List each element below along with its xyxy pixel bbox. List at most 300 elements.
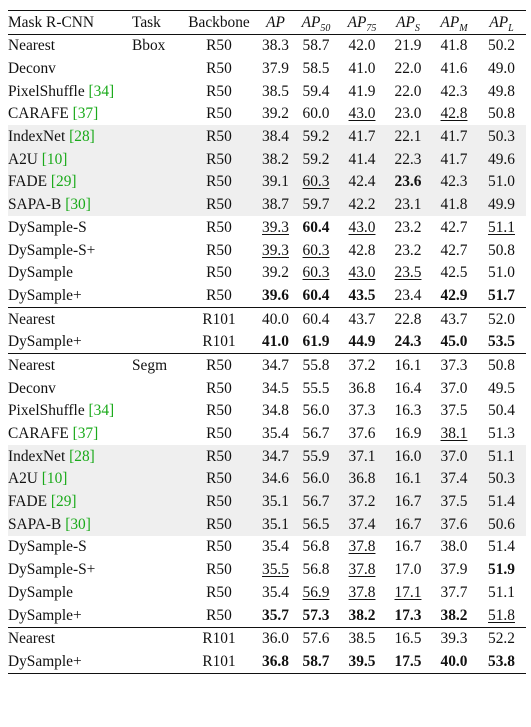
value-cell [339, 148, 385, 171]
metric-value: 37.7 [440, 583, 468, 601]
metric-value: 37.4 [348, 515, 376, 533]
value-cell [477, 125, 526, 148]
metric-value: 41.6 [440, 60, 468, 78]
backbone-cell: R50 [180, 513, 258, 536]
method-name: DySample-S+ [8, 561, 96, 579]
table-row [8, 536, 526, 559]
metric-value: 37.6 [440, 515, 468, 533]
citation-link[interactable]: [10] [41, 150, 68, 168]
value-cell [258, 559, 293, 582]
method-cell [8, 422, 132, 445]
value-cell [431, 148, 477, 171]
value-cell [339, 34, 385, 57]
citation-link[interactable]: [28] [69, 128, 95, 146]
metric-value: 45.0 [440, 333, 468, 351]
metric-value: 50.6 [488, 515, 515, 533]
value-cell [431, 400, 477, 423]
value-cell [431, 80, 477, 103]
method-name: IndexNet [8, 447, 70, 465]
metric-value: 55.5 [302, 379, 330, 397]
value-cell [431, 581, 477, 604]
task-cell [132, 650, 180, 673]
value-cell [431, 513, 477, 536]
method-cell [8, 490, 132, 513]
method-name: Deconv [8, 60, 56, 78]
value-cell [258, 513, 293, 536]
metric-value: 17.5 [394, 652, 422, 670]
method-cell [8, 284, 132, 307]
value-cell [431, 171, 477, 194]
metric-value: 37.6 [348, 425, 376, 443]
method-cell [8, 536, 132, 559]
metric-value: 41.7 [440, 128, 468, 146]
table-row [8, 194, 526, 217]
value-cell [431, 34, 477, 57]
citation-link[interactable]: [10] [41, 470, 68, 488]
metric-value: 42.7 [440, 241, 468, 259]
value-cell [477, 513, 526, 536]
metric-value: 56.8 [302, 538, 330, 556]
metric-value: 51.4 [488, 493, 515, 511]
table-row [8, 171, 526, 194]
metric-value: 56.7 [302, 425, 330, 443]
header-aps [385, 11, 431, 35]
value-cell [431, 627, 477, 650]
value-cell [293, 57, 339, 80]
value-cell [339, 331, 385, 354]
value-cell [339, 422, 385, 445]
value-cell [339, 559, 385, 582]
value-cell [477, 536, 526, 559]
value-cell [293, 377, 339, 400]
value-cell [258, 239, 293, 262]
value-cell [339, 194, 385, 217]
backbone-cell: R50 [206, 241, 232, 259]
value-cell [431, 262, 477, 285]
metric-value: 44.9 [348, 333, 376, 351]
table-row [8, 307, 526, 330]
metric-value: 39.2 [262, 264, 289, 282]
metric-value: 37.5 [440, 493, 468, 511]
metric-value: 23.1 [394, 196, 422, 214]
value-cell [477, 400, 526, 423]
value-cell [431, 490, 477, 513]
value-cell [477, 627, 526, 650]
metric-value: 38.1 [440, 425, 468, 443]
backbone-cell: R101 [180, 307, 258, 330]
metric-value: 51.0 [488, 173, 515, 191]
backbone-cell: R50 [180, 171, 258, 194]
header-apl [477, 11, 526, 35]
citation-link[interactable]: [30] [65, 515, 91, 533]
value-cell [431, 103, 477, 126]
metric-value: 42.2 [348, 196, 376, 214]
metric-value: 56.8 [302, 561, 330, 579]
method-cell [8, 34, 132, 57]
value-cell [385, 604, 431, 627]
citation-link[interactable]: [37] [72, 105, 99, 123]
metric-value: 37.4 [440, 470, 468, 488]
value-cell [258, 171, 293, 194]
metric-value: 53.5 [488, 333, 515, 351]
task-cell [132, 57, 180, 80]
metric-value: 51.1 [488, 447, 515, 465]
citation-link[interactable]: [29] [50, 173, 77, 191]
value-cell [293, 650, 339, 673]
value-cell [431, 536, 477, 559]
metric-value: 57.6 [302, 630, 330, 648]
metric-value: 37.1 [348, 447, 376, 465]
metric-value: 38.2 [440, 606, 468, 624]
value-cell [339, 57, 385, 80]
metric-value: 51.8 [488, 606, 515, 624]
backbone-cell: R50 [206, 105, 232, 123]
metric-value: 17.1 [394, 583, 422, 601]
task-cell [132, 80, 180, 103]
metric-value: 43.5 [348, 286, 376, 304]
value-cell [385, 400, 431, 423]
value-cell [431, 307, 477, 330]
value-cell [477, 490, 526, 513]
value-cell [293, 307, 339, 330]
metric-value: 51.1 [488, 218, 515, 236]
table-row [8, 34, 526, 57]
value-cell [477, 331, 526, 354]
metric-value: 23.6 [394, 173, 422, 191]
metric-value: 35.1 [262, 493, 289, 511]
metric-value: 55.8 [302, 356, 330, 374]
value-cell [258, 627, 293, 650]
citation-link[interactable]: [28] [69, 447, 95, 465]
citation-link[interactable]: [37] [72, 425, 99, 443]
method-name: DySample+ [8, 606, 82, 624]
metric-value: 34.5 [262, 379, 289, 397]
metric-value: 52.0 [488, 310, 515, 328]
value-cell [385, 34, 431, 57]
value-cell [385, 125, 431, 148]
metric-value: 42.7 [440, 218, 468, 236]
metric-value: 58.7 [302, 37, 330, 55]
task-cell: Segm [132, 354, 180, 377]
metric-value: 53.8 [488, 652, 515, 670]
metric-value: 51.3 [488, 425, 515, 443]
value-cell [385, 331, 431, 354]
metric-value: 40.0 [262, 310, 289, 328]
metric-value: 16.4 [394, 379, 422, 397]
metric-value: 35.1 [262, 515, 289, 533]
value-cell [293, 148, 339, 171]
metric-value: 36.8 [348, 379, 376, 397]
task-cell [132, 604, 180, 627]
value-cell [293, 103, 339, 126]
metric-value: 49.0 [488, 60, 515, 78]
backbone-cell: R101 [180, 650, 258, 673]
value-cell [258, 57, 293, 80]
value-cell [258, 284, 293, 307]
metric-value: 36.8 [348, 470, 376, 488]
value-cell [339, 284, 385, 307]
value-cell [293, 262, 339, 285]
task-cell [132, 536, 180, 559]
metric-value: 38.5 [348, 630, 376, 648]
metric-subscript: 50 [320, 22, 331, 34]
method-name: PixelShuffle [8, 402, 89, 420]
metric-value: 23.0 [394, 105, 422, 123]
metric-value: 41.8 [440, 196, 468, 214]
value-cell [339, 400, 385, 423]
table-row [8, 559, 526, 582]
value-cell [431, 650, 477, 673]
metric-value: 16.7 [394, 493, 422, 511]
metric-value: 39.3 [262, 218, 289, 236]
value-cell [293, 284, 339, 307]
metric-value: 42.8 [440, 105, 468, 123]
value-cell [431, 284, 477, 307]
metric-value: 35.5 [262, 561, 289, 579]
method-cell [8, 171, 132, 194]
metric-value: 34.7 [262, 356, 289, 374]
metric-name: AP [347, 13, 367, 31]
metric-value: 60.0 [302, 105, 330, 123]
method-name: A2U [8, 470, 42, 488]
metric-value: 35.4 [262, 538, 289, 556]
value-cell [477, 422, 526, 445]
value-cell [385, 284, 431, 307]
metric-value: 60.3 [302, 264, 330, 282]
task-cell [132, 148, 180, 171]
metric-value: 37.2 [348, 493, 376, 511]
value-cell [293, 559, 339, 582]
backbone-cell: R50 [206, 264, 232, 282]
metric-value: 49.5 [488, 379, 515, 397]
metric-value: 37.3 [348, 402, 376, 420]
metric-value: 37.9 [262, 60, 289, 78]
metric-value: 52.2 [488, 630, 515, 648]
table-row [8, 148, 526, 171]
method-cell [8, 307, 132, 330]
value-cell [385, 194, 431, 217]
value-cell [477, 103, 526, 126]
metric-value: 59.2 [302, 150, 330, 168]
task-cell [132, 284, 180, 307]
metric-value: 42.5 [440, 264, 468, 282]
value-cell [477, 445, 526, 468]
value-cell [431, 377, 477, 400]
value-cell [339, 468, 385, 491]
table-row [8, 262, 526, 285]
value-cell [477, 239, 526, 262]
value-cell [339, 377, 385, 400]
backbone-cell: R50 [180, 148, 258, 171]
method-cell [8, 377, 132, 400]
metric-value: 41.7 [348, 128, 376, 146]
metric-value: 60.3 [302, 173, 330, 191]
value-cell [258, 34, 293, 57]
backbone-cell: R50 [206, 425, 232, 443]
method-name: PixelShuffle [8, 82, 89, 100]
metric-value: 22.8 [394, 310, 422, 328]
value-cell [339, 490, 385, 513]
value-cell [477, 650, 526, 673]
value-cell [293, 171, 339, 194]
metric-value: 41.8 [440, 37, 468, 55]
value-cell [258, 422, 293, 445]
method-name: DySample-S [8, 538, 87, 556]
metric-value: 16.7 [394, 515, 422, 533]
metric-value: 16.0 [394, 447, 422, 465]
table-row [8, 445, 526, 468]
value-cell [339, 581, 385, 604]
metric-name: AP [301, 13, 321, 31]
method-cell [8, 148, 132, 171]
method-name: A2U [8, 150, 42, 168]
value-cell [431, 422, 477, 445]
task-cell [132, 559, 180, 582]
metric-value: 42.3 [440, 173, 468, 191]
value-cell [477, 262, 526, 285]
metric-value: 36.0 [262, 630, 289, 648]
metric-value: 42.0 [348, 37, 376, 55]
metric-value: 59.2 [302, 128, 330, 146]
table-row [8, 284, 526, 307]
value-cell [258, 125, 293, 148]
header-method: Mask R-CNN [8, 11, 132, 35]
metric-value: 22.0 [394, 82, 422, 100]
method-cell [8, 627, 132, 650]
metric-value: 56.7 [302, 493, 330, 511]
task-cell [132, 627, 180, 650]
value-cell [385, 559, 431, 582]
citation-link[interactable]: [30] [65, 196, 91, 214]
value-cell [431, 559, 477, 582]
task-cell [132, 331, 180, 354]
value-cell [477, 354, 526, 377]
metric-value: 37.8 [348, 561, 376, 579]
method-name: FADE [8, 493, 51, 511]
value-cell [293, 125, 339, 148]
value-cell [385, 148, 431, 171]
value-cell [477, 377, 526, 400]
metric-value: 51.1 [488, 583, 515, 601]
value-cell [258, 103, 293, 126]
metric-value: 60.4 [302, 310, 330, 328]
metric-value: 56.0 [302, 470, 330, 488]
value-cell [385, 80, 431, 103]
table-row [8, 57, 526, 80]
value-cell [339, 650, 385, 673]
value-cell [477, 581, 526, 604]
value-cell [258, 490, 293, 513]
task-cell [132, 171, 180, 194]
value-cell [385, 307, 431, 330]
task-cell [132, 468, 180, 491]
table-row [8, 377, 526, 400]
citation-link[interactable]: [34] [88, 82, 115, 100]
backbone-cell: R50 [180, 125, 258, 148]
method-name: DySample [8, 264, 73, 282]
value-cell [293, 194, 339, 217]
metric-value: 56.9 [302, 583, 330, 601]
metric-value: 37.9 [440, 561, 468, 579]
metric-value: 39.5 [348, 652, 376, 670]
metric-subscript: 75 [366, 22, 377, 34]
task-cell [132, 445, 180, 468]
value-cell [431, 331, 477, 354]
task-cell [132, 377, 180, 400]
value-cell [431, 239, 477, 262]
backbone-cell: R101 [202, 333, 236, 351]
metric-value: 38.7 [262, 196, 289, 214]
value-cell [385, 103, 431, 126]
metric-value: 50.8 [488, 356, 515, 374]
metric-value: 39.2 [262, 105, 289, 123]
value-cell [258, 650, 293, 673]
table-row [8, 422, 526, 445]
value-cell [431, 125, 477, 148]
method-name: DySample+ [8, 652, 82, 670]
table-row [8, 354, 526, 377]
metric-value: 51.9 [488, 561, 515, 579]
backbone-cell: R50 [206, 37, 232, 55]
metric-value: 17.0 [394, 561, 422, 579]
backbone-cell: R50 [206, 583, 232, 601]
backbone-cell: R50 [206, 286, 232, 304]
backbone-cell: R50 [180, 490, 258, 513]
citation-link[interactable]: [29] [50, 493, 77, 511]
value-cell [258, 331, 293, 354]
method-name: DySample [8, 583, 73, 601]
metric-value: 43.0 [348, 218, 376, 236]
table-row [8, 125, 526, 148]
task-cell [132, 581, 180, 604]
value-cell [293, 468, 339, 491]
metric-value: 35.7 [262, 606, 289, 624]
value-cell [293, 422, 339, 445]
backbone-cell: R50 [206, 561, 232, 579]
metric-value: 50.3 [488, 128, 515, 146]
metric-value: 16.7 [394, 538, 422, 556]
metric-value: 35.4 [262, 425, 289, 443]
value-cell [258, 377, 293, 400]
table-row [8, 400, 526, 423]
task-cell [132, 262, 180, 285]
value-cell [339, 239, 385, 262]
method-name: DySample-S+ [8, 241, 96, 259]
value-cell [477, 171, 526, 194]
value-cell [477, 216, 526, 239]
method-cell [8, 650, 132, 673]
metric-subscript: M [459, 22, 468, 34]
metric-value: 37.0 [440, 447, 468, 465]
method-name: FADE [8, 173, 51, 191]
metric-value: 38.4 [262, 128, 289, 146]
metric-value: 43.0 [348, 264, 376, 282]
value-cell [293, 216, 339, 239]
backbone-cell: R50 [206, 606, 232, 624]
table-row [8, 216, 526, 239]
value-cell [339, 125, 385, 148]
method-cell [8, 125, 132, 148]
task-cell [132, 400, 180, 423]
metric-value: 51.0 [488, 264, 515, 282]
metric-value: 43.0 [348, 105, 376, 123]
citation-link[interactable]: [34] [88, 402, 115, 420]
value-cell [385, 171, 431, 194]
value-cell [293, 513, 339, 536]
value-cell [258, 80, 293, 103]
value-cell [477, 604, 526, 627]
method-name: SAPA-B [8, 515, 66, 533]
